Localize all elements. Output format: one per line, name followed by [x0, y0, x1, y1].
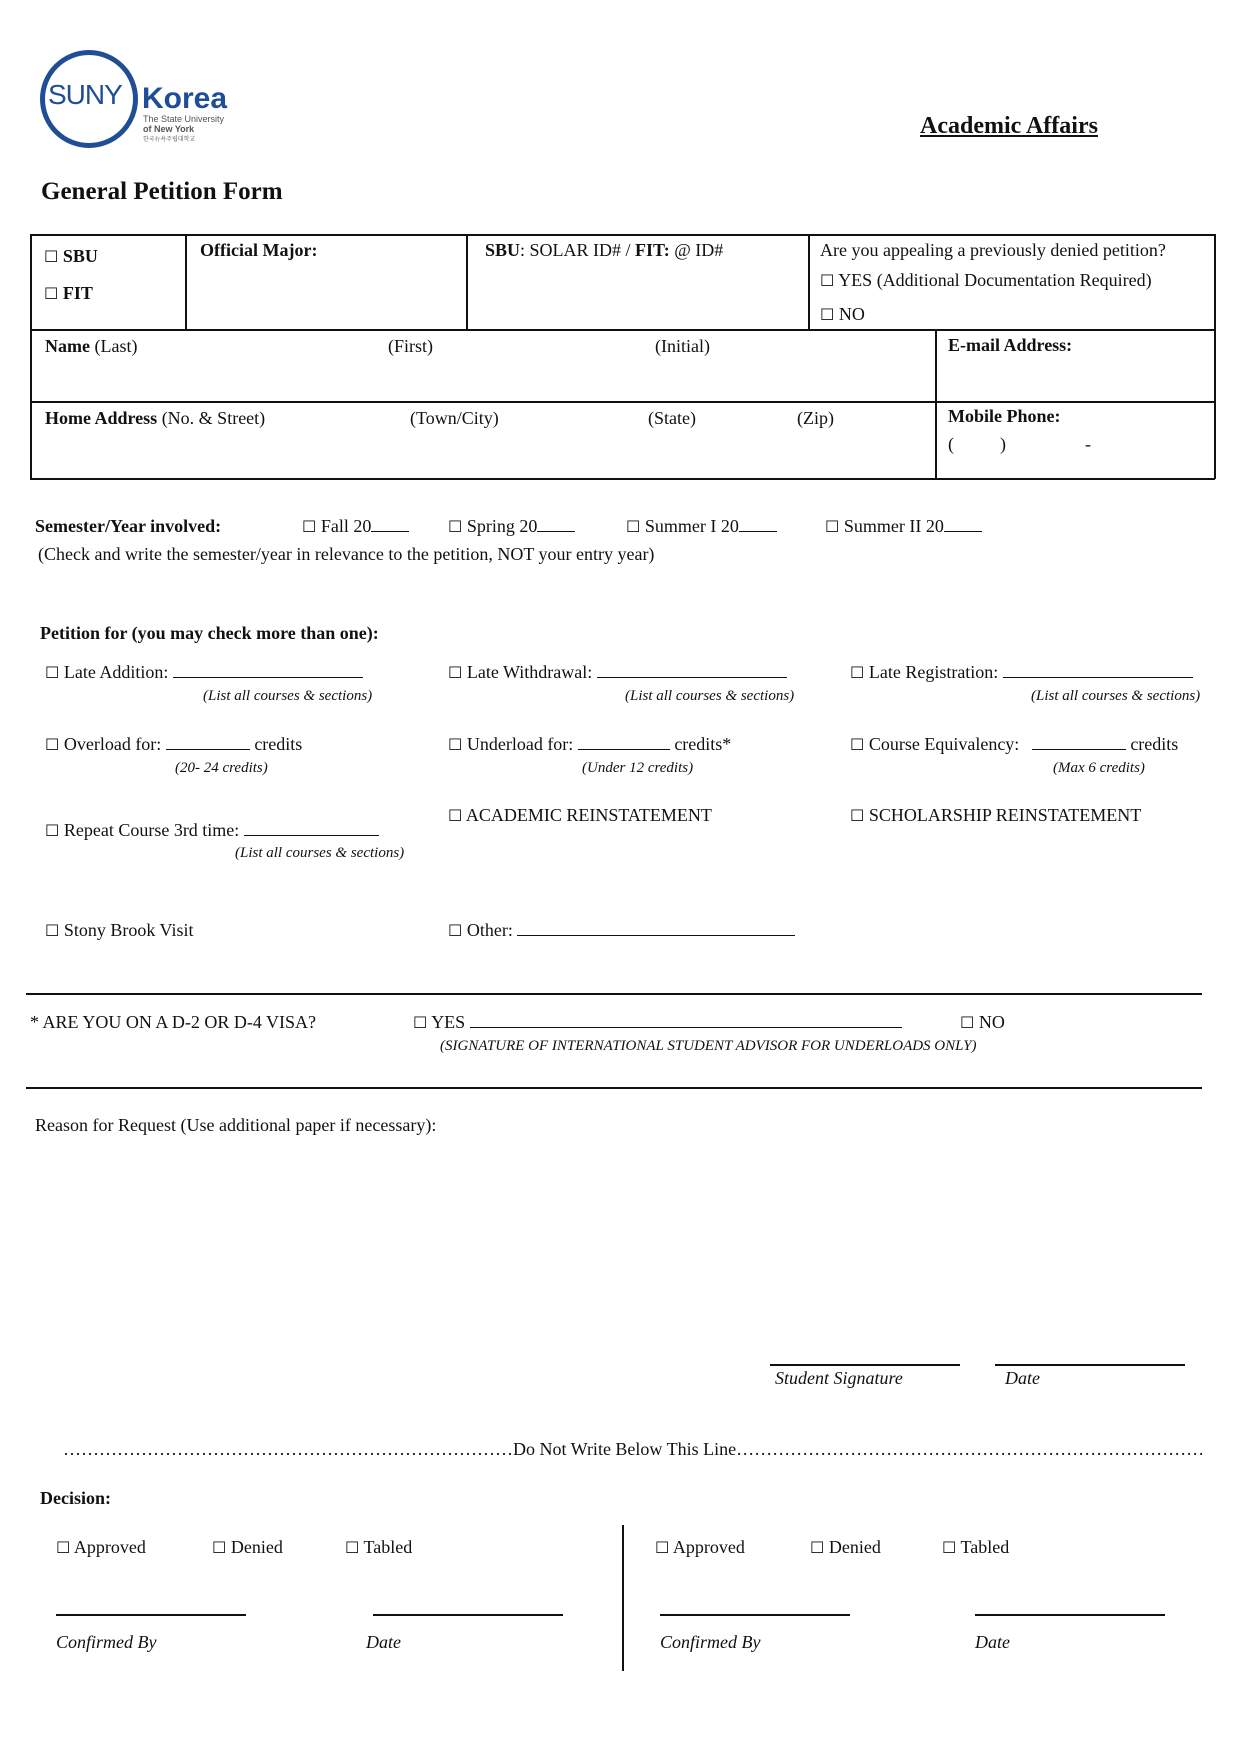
student-signature-label: Student Signature — [775, 1368, 903, 1388]
late-registration-checkbox[interactable]: ☐ — [850, 663, 865, 682]
semester-fall-option[interactable]: ☐ Fall 20 — [302, 516, 409, 537]
logo-subtitle-3: 한국뉴욕주립대학교 — [143, 136, 196, 143]
town-city-label: (Town/City) — [410, 408, 499, 428]
mobile-phone-label: Mobile Phone: — [948, 406, 1061, 426]
right-confirmed-by-label: Confirmed By — [660, 1632, 761, 1652]
fit-checkbox-row[interactable] — [44, 283, 93, 304]
late-addition-note: (List all courses & sections) — [203, 688, 373, 704]
appeal-question: Are you appealing a previously denied petition? — [820, 240, 1166, 260]
name-initial-label: (Initial) — [655, 336, 710, 356]
repeat-course-option[interactable]: ☐ Repeat Course 3rd time: — [45, 820, 379, 841]
left-tabled-checkbox[interactable]: ☐ — [345, 1538, 360, 1557]
scholarship-reinstatement-option[interactable]: ☐ SCHOLARSHIP REINSTATEMENT — [850, 805, 1142, 825]
decision-left-tabled[interactable]: ☐ Tabled — [345, 1537, 413, 1557]
appeal-no-row[interactable]: ☐ NO — [820, 304, 865, 324]
semester-summer1-option[interactable]: ☐ Summer I 20 — [626, 516, 777, 537]
left-date-label: Date — [366, 1632, 401, 1652]
other-option[interactable]: ☐ Other: — [448, 920, 795, 941]
left-confirmed-by-line[interactable] — [56, 1614, 246, 1616]
fit-label: FIT — [62, 283, 93, 303]
left-confirmed-by-label: Confirmed By — [56, 1632, 157, 1652]
decision-right-approved[interactable]: ☐ Approved — [655, 1537, 745, 1557]
right-tabled-checkbox[interactable]: ☐ — [942, 1538, 957, 1557]
late-withdrawal-checkbox[interactable]: ☐ — [448, 663, 463, 682]
summer1-checkbox[interactable]: ☐ — [626, 517, 641, 536]
overload-note: (20- 24 credits) — [175, 760, 268, 776]
phone-close-paren: ) — [1000, 434, 1006, 454]
official-major-label: Official Major: — [200, 240, 318, 260]
course-equivalency-checkbox[interactable]: ☐ — [850, 735, 865, 754]
visa-no-option[interactable]: ☐ NO — [960, 1012, 1005, 1032]
spring-checkbox[interactable]: ☐ — [448, 517, 463, 536]
right-denied-checkbox[interactable]: ☐ — [810, 1538, 825, 1557]
logo-subtitle-2: of New York — [143, 124, 195, 134]
right-date-label: Date — [975, 1632, 1010, 1652]
visa-yes-checkbox[interactable]: ☐ — [413, 1013, 428, 1032]
stony-brook-visit-checkbox[interactable]: ☐ — [45, 921, 60, 940]
repeat-course-checkbox[interactable]: ☐ — [45, 821, 60, 840]
semester-note: (Check and write the semester/year in relevance to the petition, NOT your entry year) — [38, 544, 655, 564]
other-checkbox[interactable]: ☐ — [448, 921, 463, 940]
do-not-write-divider: …………………………………………………………………Do Not Write Below This Line…………………………………………………………………… — [63, 1439, 1205, 1459]
repeat-course-note: (List all courses & sections) — [235, 845, 405, 861]
decision-right-tabled[interactable]: ☐ Tabled — [942, 1537, 1010, 1557]
department-heading: Academic Affairs — [920, 113, 1098, 139]
logo-korea-text: Korea — [142, 82, 228, 115]
stony-brook-visit-option[interactable]: ☐ Stony Brook Visit — [45, 920, 194, 940]
visa-no-checkbox[interactable]: ☐ — [960, 1013, 975, 1032]
student-date-label: Date — [1005, 1368, 1040, 1388]
visa-question: * ARE YOU ON A D-2 OR D-4 VISA? — [30, 1012, 317, 1032]
scholarship-reinstatement-checkbox[interactable]: ☐ — [850, 806, 865, 825]
course-equivalency-note: (Max 6 credits) — [1053, 760, 1145, 776]
late-registration-note: (List all courses & sections) — [1031, 688, 1201, 704]
underload-note: (Under 12 credits) — [582, 760, 694, 776]
semester-spring-option[interactable]: ☐ Spring 20 — [448, 516, 575, 537]
sbu-checkbox-row[interactable] — [44, 246, 98, 267]
appeal-no-checkbox[interactable]: ☐ — [820, 305, 835, 324]
overload-checkbox[interactable]: ☐ — [45, 735, 60, 754]
late-withdrawal-option[interactable]: ☐ Late Withdrawal: — [448, 662, 787, 683]
student-signature-line[interactable] — [770, 1364, 960, 1366]
left-denied-checkbox[interactable]: ☐ — [212, 1538, 227, 1557]
overload-option[interactable]: ☐ Overload for: credits — [45, 734, 303, 754]
right-date-line[interactable] — [975, 1614, 1165, 1616]
form-title: General Petition Form — [41, 178, 283, 205]
petition-heading: Petition for (you may check more than one): — [40, 623, 379, 643]
fit-checkbox[interactable]: ☐ — [44, 284, 59, 303]
academic-reinstatement-checkbox[interactable]: ☐ — [448, 806, 463, 825]
left-date-line[interactable] — [373, 1614, 563, 1616]
visa-yes-option[interactable]: ☐ YES — [413, 1012, 902, 1033]
course-equivalency-option[interactable]: ☐ Course Equivalency: credits — [850, 734, 1179, 754]
appeal-yes-checkbox[interactable]: ☐ — [820, 271, 835, 290]
semester-summer2-option[interactable]: ☐ Summer II 20 — [825, 516, 982, 537]
visa-bottom-rule — [26, 1087, 1202, 1089]
semester-label: Semester/Year involved: — [35, 516, 222, 536]
reason-label: Reason for Request (Use additional paper if necessary): — [35, 1115, 437, 1135]
summer2-checkbox[interactable]: ☐ — [825, 517, 840, 536]
logo-suny-text: SUNY — [48, 79, 122, 110]
student-date-line[interactable] — [995, 1364, 1185, 1366]
decision-vertical-divider — [622, 1525, 624, 1671]
appeal-yes-row[interactable]: ☐ YES (Additional Documentation Required) — [820, 270, 1152, 290]
visa-signature-note: (SIGNATURE OF INTERNATIONAL STUDENT ADVISOR FOR UNDERLOADS ONLY) — [440, 1038, 977, 1054]
decision-right-denied[interactable]: ☐ Denied — [810, 1537, 881, 1557]
visa-top-rule — [26, 993, 1202, 995]
late-registration-option[interactable]: ☐ Late Registration: — [850, 662, 1193, 683]
phone-open-paren: ( — [948, 434, 954, 454]
left-approved-checkbox[interactable]: ☐ — [56, 1538, 71, 1557]
right-approved-checkbox[interactable]: ☐ — [655, 1538, 670, 1557]
decision-label: Decision: — [40, 1488, 111, 1508]
academic-reinstatement-option[interactable]: ☐ ACADEMIC REINSTATEMENT — [448, 805, 712, 825]
late-addition-checkbox[interactable]: ☐ — [45, 663, 60, 682]
phone-dash: - — [1085, 434, 1091, 454]
late-addition-option[interactable]: ☐ Late Addition: — [45, 662, 363, 683]
underload-option[interactable]: ☐ Underload for: credits* — [448, 734, 732, 754]
sbu-checkbox[interactable]: ☐ — [44, 247, 59, 266]
email-label: E-mail Address: — [948, 335, 1073, 355]
id-field-label: SBU: SOLAR ID# / FIT: @ ID# — [485, 240, 724, 260]
decision-left-denied[interactable]: ☐ Denied — [212, 1537, 283, 1557]
underload-checkbox[interactable]: ☐ — [448, 735, 463, 754]
right-confirmed-by-line[interactable] — [660, 1614, 850, 1616]
zip-label: (Zip) — [797, 408, 834, 428]
fall-checkbox[interactable]: ☐ — [302, 517, 317, 536]
logo-subtitle-1: The State University — [143, 114, 225, 124]
state-label: (State) — [648, 408, 696, 428]
sbu-label: SBU — [62, 246, 98, 266]
name-first-label: (First) — [388, 336, 433, 356]
late-withdrawal-note: (List all courses & sections) — [625, 688, 795, 704]
home-address-label: Home Address (No. & Street) — [45, 408, 266, 428]
decision-left-approved[interactable]: ☐ Approved — [56, 1537, 146, 1557]
name-label: Name (Last) — [45, 336, 138, 356]
